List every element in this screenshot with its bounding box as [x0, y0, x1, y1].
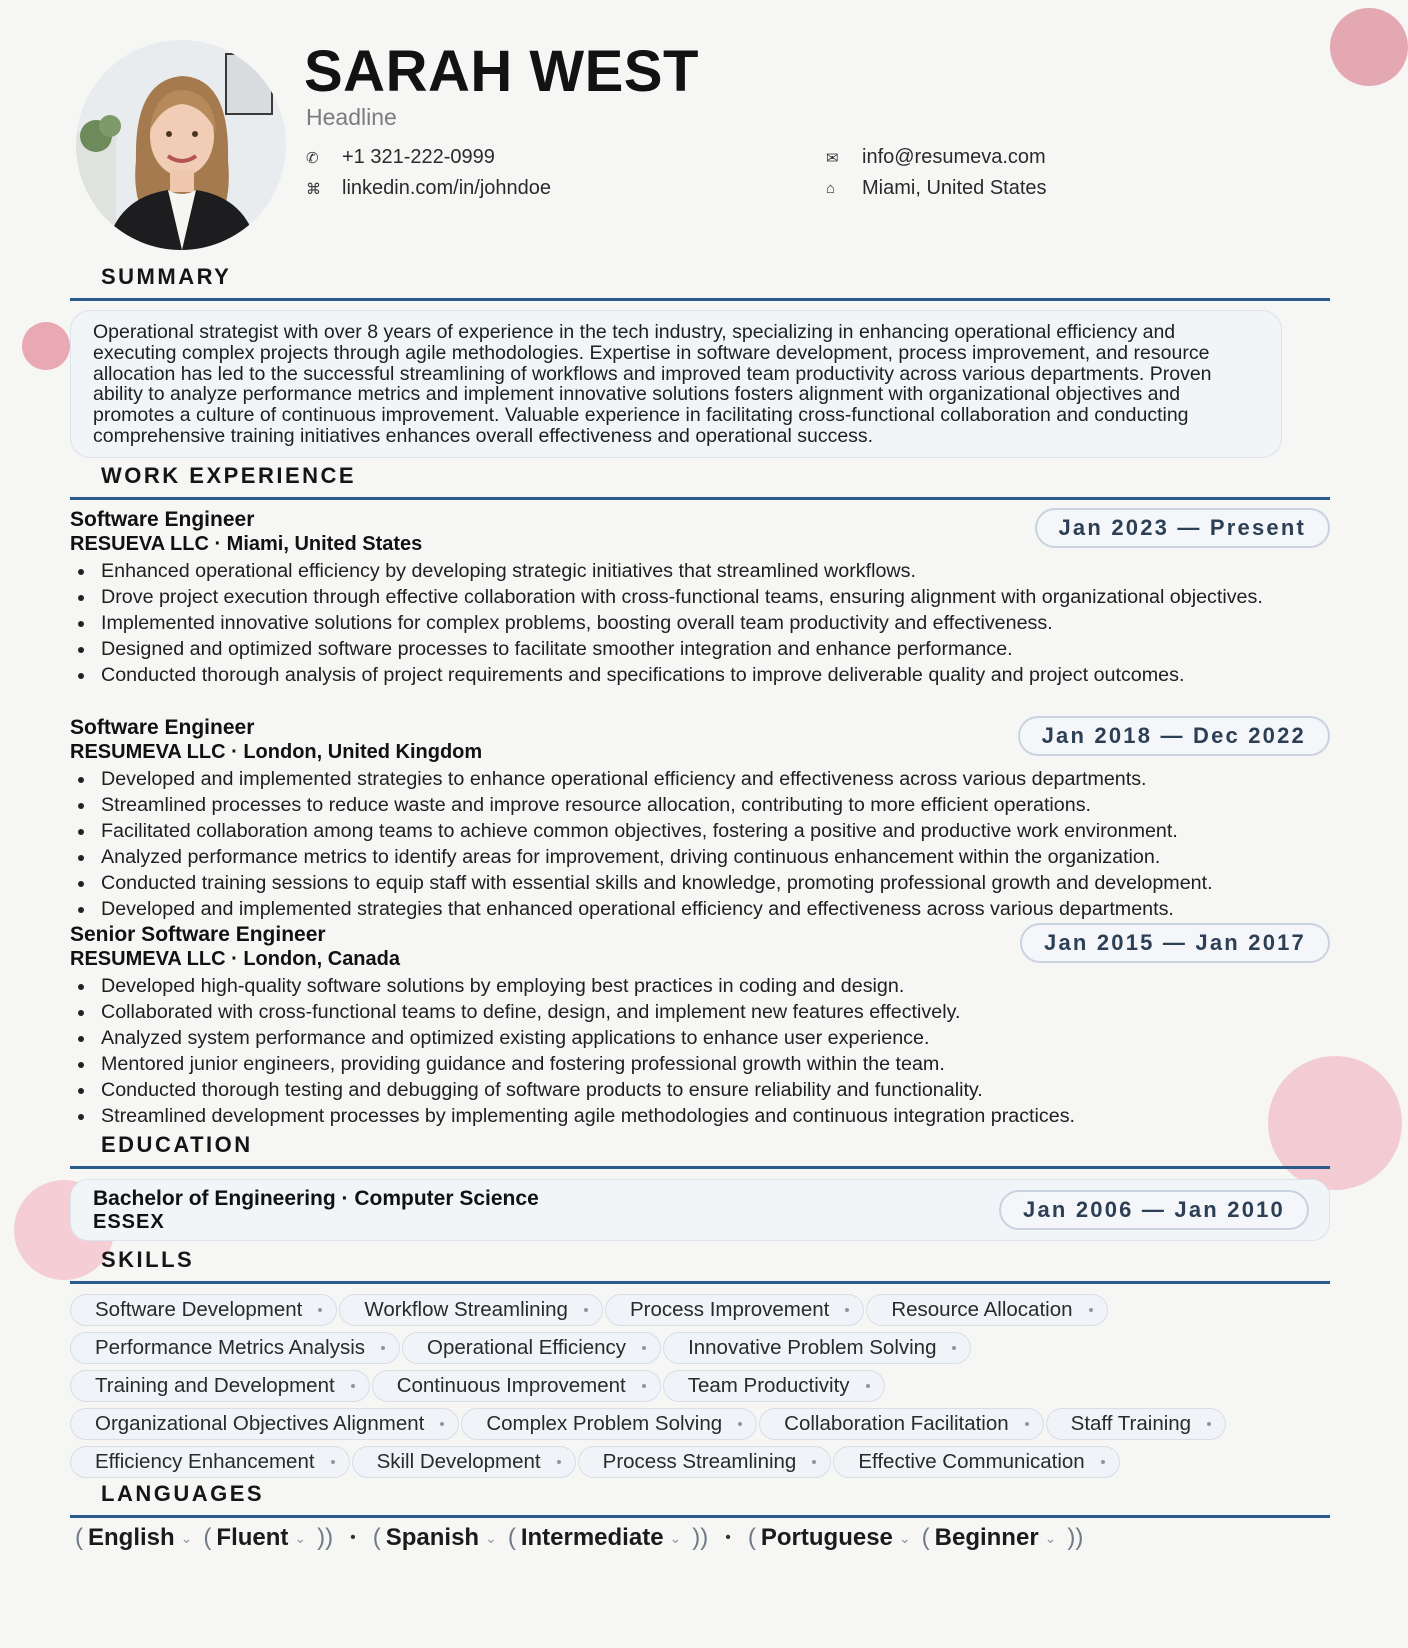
chevron-down-icon[interactable]: ⌄: [1044, 1529, 1057, 1546]
language-name: Portuguese: [760, 1524, 893, 1551]
education-school: ESSEX: [93, 1211, 165, 1233]
education-dates: Jan 2006 — Jan 2010: [999, 1190, 1309, 1230]
job-company: RESUEVA LLC · Miami, United States: [70, 533, 423, 555]
chevron-down-icon[interactable]: ⌄: [669, 1529, 682, 1546]
job-bullets: [70, 973, 1330, 1129]
list-item: Facilitated collaboration among teams to achieve common objectives, fostering a positive and productive work environment.: [70, 818, 1330, 844]
list-item: Developed high-quality software solutions by employing best practices in coding and design.: [70, 973, 1330, 999]
job-bullets: [70, 766, 1330, 922]
skill-tag: Process Streamlining: [578, 1446, 832, 1478]
job-entry: [70, 923, 1330, 1129]
section-divider: [70, 298, 1330, 301]
separator-dot: •: [350, 1529, 356, 1546]
candidate-name: SARAH WEST: [304, 39, 699, 104]
languages-list: ( English ⌄ ( Fluent ⌄ )) • ( Spanish ⌄ ( Intermediate ⌄ )) • ( Portuguese ⌄ ( Beginner ⌄ )): [75, 1524, 1084, 1551]
section-divider: [70, 497, 1330, 500]
skill-row: [70, 1443, 1330, 1481]
section-languages: [70, 1479, 1330, 1518]
email-text: info@resumeva.com: [862, 146, 1046, 168]
skill-row: [70, 1405, 1330, 1443]
job-company: RESUMEVA LLC · London, United Kingdom: [70, 741, 483, 763]
job-dates: Jan 2018 — Dec 2022: [1018, 716, 1330, 756]
contact-location: [826, 177, 1047, 200]
separator-dot: •: [725, 1529, 731, 1546]
section-divider: [70, 1281, 1330, 1284]
language-name: Spanish: [385, 1524, 480, 1551]
list-item: Streamlined processes to reduce waste and improve resource allocation, contributing to more efficient operations.: [70, 792, 1330, 818]
section-divider: [70, 1166, 1330, 1169]
contact-phone[interactable]: [306, 146, 495, 169]
skill-tag: Process Improvement: [605, 1294, 864, 1326]
contact-linkedin[interactable]: [306, 177, 551, 200]
job-dates: Jan 2015 — Jan 2017: [1020, 923, 1330, 963]
decorative-circle: [1330, 8, 1408, 86]
chevron-down-icon[interactable]: ⌄: [898, 1529, 911, 1546]
list-item: Developed and implemented strategies that enhanced operational efficiency and effectiveness across various departments.: [70, 896, 1330, 922]
language-level: Intermediate: [520, 1524, 664, 1551]
job-dates: Jan 2023 — Present: [1035, 508, 1331, 548]
list-item: Enhanced operational efficiency by developing strategic initiatives that streamlined workflows.: [70, 558, 1330, 584]
section-title: LANGUAGES: [101, 1481, 265, 1506]
mail-icon: ✉: [826, 149, 839, 167]
job-company: RESUMEVA LLC · London, Canada: [70, 948, 400, 970]
education-degree: Bachelor of Engineering · Computer Science: [93, 1187, 539, 1210]
section-title: WORK EXPERIENCE: [101, 463, 357, 488]
chevron-down-icon[interactable]: ⌄: [294, 1529, 307, 1546]
list-item: Analyzed performance metrics to identify areas for improvement, driving continuous enhancement within the organization.: [70, 844, 1330, 870]
list-item: Conducted training sessions to equip staff with essential skills and knowledge, promoting professional growth and development.: [70, 870, 1330, 896]
location-text: Miami, United States: [862, 177, 1047, 199]
skill-tag: Organizational Objectives Alignment: [70, 1408, 459, 1440]
section-skills: [70, 1245, 1330, 1284]
section-summary: [70, 262, 1330, 301]
list-item: Analyzed system performance and optimized existing applications to enhance user experience.: [70, 1025, 1330, 1051]
language-level: Fluent: [216, 1524, 289, 1551]
skill-tag: Staff Training: [1046, 1408, 1226, 1440]
job-title: Senior Software Engineer: [70, 923, 326, 946]
summary-box: [70, 310, 1282, 458]
skill-row: [70, 1367, 1330, 1405]
summary-text: Operational strategist with over 8 years of experience in the tech industry, specializing in enhancing operational efficiency and executing complex projects through agile methodologies. Expertise in software development, process improvement, and resource allocation has led to the successful streamlining of workflows and improved team productivity across various departments. Proven ability to analyze performance metrics and implement innovative solutions fosters alignment with organizational objectives and promotes a culture of continuous improvement. Valuable experience in facilitating cross-functional collaboration and conducting comprehensive training initiatives enhances overall effectiveness and operational success.: [93, 321, 1212, 447]
list-item: Collaborated with cross-functional teams to define, design, and implement new features effectively.: [70, 999, 1330, 1025]
list-item: Conducted thorough analysis of project requirements and specifications to improve deliverable quality and project outcomes.: [70, 662, 1330, 688]
section-divider: [70, 1515, 1330, 1518]
list-item: Designed and optimized software processes to facilitate smoother integration and enhance performance.: [70, 636, 1330, 662]
section-work-experience: [70, 461, 1330, 500]
skill-tag: Efficiency Enhancement: [70, 1446, 350, 1478]
decorative-circle: [22, 322, 70, 370]
skill-tag: Continuous Improvement: [372, 1370, 661, 1402]
language-name: English: [88, 1524, 175, 1551]
home-icon: ⌂: [826, 180, 836, 197]
section-title: SUMMARY: [101, 264, 232, 289]
list-item: Streamlined development processes by implementing agile methodologies and continuous integration practices.: [70, 1103, 1330, 1129]
list-item: Mentored junior engineers, providing guidance and fostering professional growth within the team.: [70, 1051, 1330, 1077]
contact-email[interactable]: [826, 146, 1046, 169]
job-entry: [70, 716, 1330, 922]
skill-tag: Effective Communication: [833, 1446, 1119, 1478]
job-title: Software Engineer: [70, 508, 255, 531]
skill-tag: Skill Development: [352, 1446, 576, 1478]
phone-text: +1 321-222-0999: [342, 146, 495, 168]
skill-row: [70, 1291, 1330, 1329]
skill-tag: Training and Development: [70, 1370, 370, 1402]
section-title: SKILLS: [101, 1247, 195, 1272]
headline: Headline: [306, 104, 397, 130]
list-item: Developed and implemented strategies to enhance operational efficiency and effectiveness across various departments.: [70, 766, 1330, 792]
skill-tag: Resource Allocation: [866, 1294, 1107, 1326]
section-education: [70, 1130, 1330, 1169]
list-item: Drove project execution through effective collaboration with cross-functional teams, ensuring alignment with organizational objectives.: [70, 584, 1330, 610]
list-item: Conducted thorough testing and debugging of software products to ensure reliability and functionality.: [70, 1077, 1330, 1103]
job-bullets: [70, 558, 1330, 688]
skill-tag: Performance Metrics Analysis: [70, 1332, 400, 1364]
language-level: Beginner: [934, 1524, 1039, 1551]
profile-photo: [76, 40, 286, 250]
job-entry: [70, 508, 1330, 688]
chevron-down-icon[interactable]: ⌄: [180, 1529, 193, 1546]
education-entry: [70, 1179, 1330, 1241]
skill-tag: Team Productivity: [663, 1370, 885, 1402]
skill-tag: Software Development: [70, 1294, 337, 1326]
skill-tag: Innovative Problem Solving: [663, 1332, 971, 1364]
section-title: EDUCATION: [101, 1132, 253, 1157]
skill-tag: Complex Problem Solving: [461, 1408, 757, 1440]
skill-tag: Collaboration Facilitation: [759, 1408, 1043, 1440]
skill-tag: Operational Efficiency: [402, 1332, 661, 1364]
skills-list: [70, 1291, 1330, 1481]
skill-tag: Workflow Streamlining: [339, 1294, 603, 1326]
job-title: Software Engineer: [70, 716, 255, 739]
phone-icon: ✆: [306, 149, 319, 167]
link-icon: ⌘: [306, 180, 321, 198]
skill-row: [70, 1329, 1330, 1367]
linkedin-text: linkedin.com/in/johndoe: [342, 177, 552, 199]
list-item: Implemented innovative solutions for complex problems, boosting overall team productivity and effectiveness.: [70, 610, 1330, 636]
chevron-down-icon[interactable]: ⌄: [485, 1529, 497, 1546]
